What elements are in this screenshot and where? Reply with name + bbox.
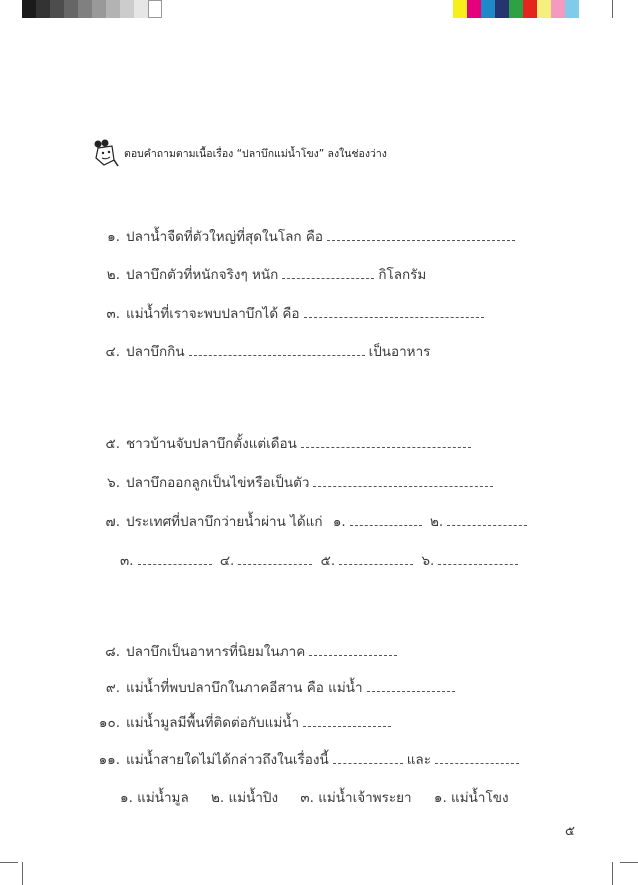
instruction-text: ตอบคำถามตามเนื้อเรื่อง “ปลาบึกแม่น้ำโขง” ลงในช่องว่าง [124,147,387,160]
slot-label: ๕. [320,553,336,569]
question-number: ๘. [105,644,120,660]
color-swatch [551,0,565,18]
page-number: ๕ [565,824,575,839]
gray-swatch [148,0,162,18]
question-6 [86,474,497,492]
choice-item: ๑. แม่น้ำโขง [433,790,509,806]
question-number: ๗. [105,514,120,530]
color-calibration-bar [453,0,579,18]
answer-blank[interactable] [301,435,471,448]
question-suffix: กิโลกรัม [378,267,427,283]
answer-blank[interactable] [238,552,312,565]
question-text: ประเทศที่ปลาบึกว่ายน้ำผ่าน ได้แก่ [126,514,323,530]
question-9 [86,679,459,697]
slot-label: ๔. [219,553,235,569]
question-text: แม่น้ำที่เราจะพบปลาบึกได้ คือ [126,306,300,322]
answer-blank[interactable] [367,679,455,692]
crop-mark [612,0,613,18]
answer-blank[interactable] [435,751,519,764]
answer-blank[interactable] [309,643,397,656]
gray-swatch [36,0,50,18]
choice-item: ๒. แม่น้ำปิง [211,790,279,806]
slot-label: ๓. [120,553,134,569]
question-text: แม่น้ำที่พบปลาบึกในภาคอีสาน คือ แม่น้ำ [126,680,363,696]
instruction [90,138,387,168]
gray-swatch [106,0,120,18]
question-suffix: เป็นอาหาร [368,344,431,360]
question-number: ๖. [107,475,120,491]
question-10 [86,714,395,732]
answer-blank[interactable] [350,513,422,526]
crop-mark [620,862,638,863]
question-text: ปลาน้ำจืดที่ตัวใหญ่ที่สุดในโลก คือ [126,229,324,245]
question-number: ๕. [105,436,120,452]
gray-swatch [120,0,134,18]
color-swatch [509,0,523,18]
question-conjunction: และ [406,752,431,768]
question-5 [86,435,475,453]
answer-blank[interactable] [447,513,527,526]
slot-label: ๖. [421,553,435,569]
gray-swatch [64,0,78,18]
question-2 [86,266,426,284]
question-number: ๓. [106,306,120,322]
question-text: แม่น้ำมูลมีพื้นที่ติดต่อกับแม่น้ำ [126,715,300,731]
question-number: ๔. [105,344,120,360]
question-text: ปลาบึกออกลูกเป็นไข่หรือเป็นตัว [126,475,310,491]
choices-row [120,789,509,807]
question-3 [86,305,488,323]
answer-blank[interactable] [138,552,212,565]
answer-blank[interactable] [313,474,493,487]
answer-blank[interactable] [438,552,518,565]
answer-blank[interactable] [327,228,515,241]
color-swatch [453,0,467,18]
question-text: แม่น้ำสายใดไม่ได้กล่าวถึงในเรื่องนี้ [126,752,329,768]
answer-blank[interactable] [282,266,374,279]
question-1 [86,228,519,246]
question-7-continued [120,552,522,570]
question-number: ๙. [105,680,120,696]
question-number: ๒. [106,267,120,283]
crop-mark [612,862,613,885]
question-number: ๑๐. [98,715,120,731]
question-7 [86,513,531,531]
grayscale-calibration-bar [22,0,162,18]
answer-blank[interactable] [333,751,403,764]
question-number: ๑๑. [98,752,120,768]
color-swatch [481,0,495,18]
question-text: ชาวบ้านจับปลาบึกตั้งแต่เดือน [126,436,297,452]
color-swatch [565,0,579,18]
question-text: ปลาบึกตัวที่หนักจริงๆ หนัก [126,267,279,283]
question-text: ปลาบึกกิน [126,344,185,360]
answer-blank[interactable] [189,343,365,356]
gray-swatch [78,0,92,18]
question-text: ปลาบึกเป็นอาหารที่นิยมในภาค [126,644,306,660]
color-swatch [495,0,509,18]
crop-mark [22,862,23,885]
answer-blank[interactable] [339,552,413,565]
pencil-cartoon-icon [90,138,120,168]
color-swatch [537,0,551,18]
question-11 [86,751,523,769]
question-8 [86,643,401,661]
color-swatch [467,0,481,18]
color-swatch [523,0,537,18]
question-number: ๑. [107,229,120,245]
choice-item: ๓. แม่น้ำเจ้าพระยา [300,790,412,806]
gray-swatch [134,0,148,18]
slot-label: ๑. [332,514,346,530]
slot-label: ๒. [430,514,444,530]
choice-item: ๑. แม่น้ำมูล [120,790,189,806]
crop-mark [0,862,18,863]
gray-swatch [22,0,36,18]
question-4 [86,343,430,361]
answer-blank[interactable] [303,714,391,727]
gray-swatch [50,0,64,18]
answer-blank[interactable] [304,305,484,318]
gray-swatch [92,0,106,18]
